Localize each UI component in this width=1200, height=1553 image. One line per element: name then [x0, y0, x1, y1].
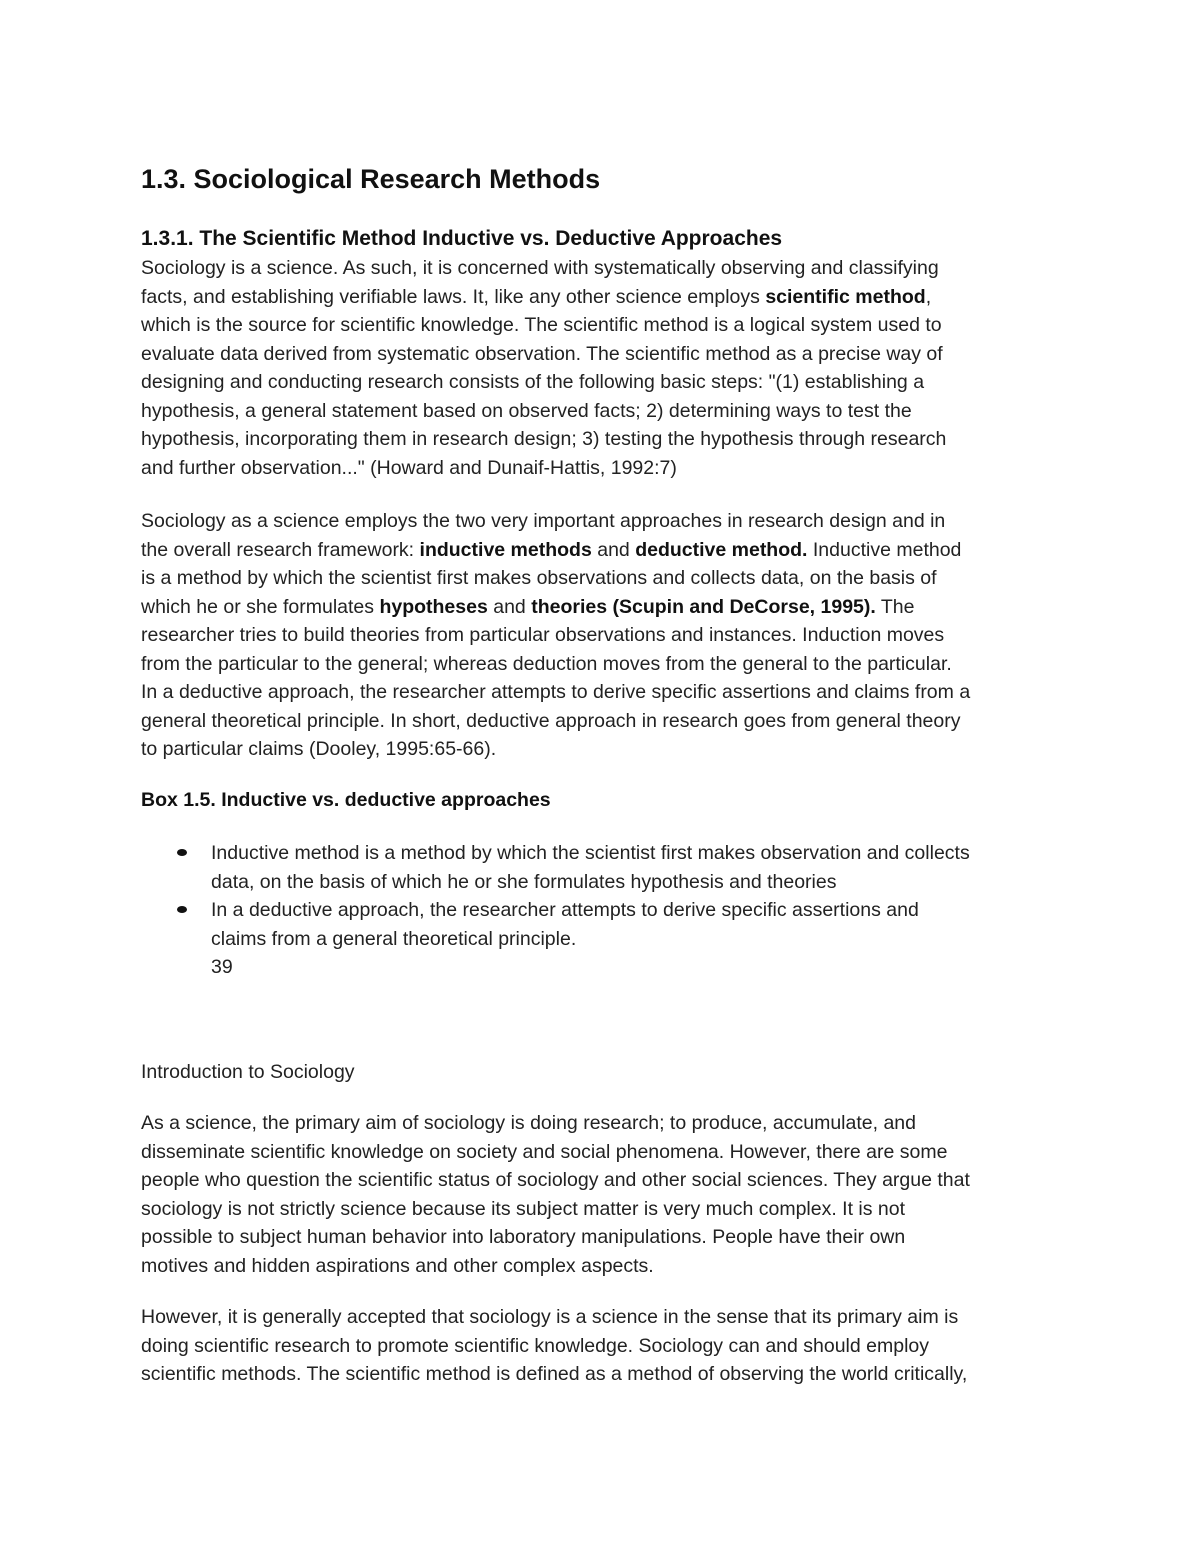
text-line: data, on the basis of which he or she formulates hypothesis and theories: [211, 870, 837, 893]
text-line: facts, and establishing verifiable laws. It, like any other science employs scientific method,: [141, 285, 932, 308]
text-line: claims from a general theoretical principle.: [211, 927, 577, 950]
text-line: Sociology as a science employs the two very important approaches in research design and in: [141, 510, 946, 532]
running-header: Introduction to Sociology: [141, 1061, 355, 1083]
box-title: Box 1.5. Inductive vs. deductive approaches: [141, 789, 551, 811]
paragraph-approaches: [141, 507, 1081, 764]
list-item: [141, 896, 1081, 953]
text-line: designing and conducting research consists of the following basic steps: "(1) establishing a: [141, 371, 925, 393]
text-line: from the particular to the general; whereas deduction moves from the general to the particular.: [141, 652, 952, 675]
text-line: to particular claims (Dooley, 1995:65-66).: [141, 738, 497, 760]
text-line: hypothesis, incorporating them in research design; 3) testing the hypothesis through research: [141, 428, 947, 450]
list-item: [141, 839, 1081, 896]
text-line: motives and hidden aspirations and other complex aspects.: [141, 1254, 654, 1277]
text-line: researcher tries to build theories from particular observations and instances. Induction moves: [141, 624, 945, 646]
section-body: [141, 224, 1081, 482]
text-line: evaluate data derived from systematic observation. The scientific method as a precise way of: [141, 342, 943, 365]
text-line: As a science, the primary aim of sociology is doing research; to produce, accumulate, and: [141, 1112, 916, 1134]
text-line: is a method by which the scientist first makes observations and collects data, on the basis of: [141, 567, 937, 589]
text-line: which is the source for scientific knowledge. The scientific method is a logical system used to: [141, 314, 942, 336]
bullet-icon: [177, 906, 187, 913]
text-line: scientific methods. The scientific method is defined as a method of observing the world critically,: [141, 1363, 968, 1385]
text-line: However, it is generally accepted that sociology is a science in the sense that its primary aim is: [141, 1306, 959, 1328]
box-bullet-list: [141, 839, 1081, 982]
bold-term-scientific-method: scientific method: [765, 285, 926, 308]
section-title: 1.3. Sociological Research Methods: [141, 164, 601, 194]
text-line: possible to subject human behavior into laboratory manipulations. People have their own: [141, 1226, 906, 1248]
text-line: disseminate scientific knowledge on society and social phenomena. However, there are some: [141, 1140, 948, 1163]
text-line: doing scientific research to promote scientific knowledge. Sociology can and should employ: [141, 1334, 930, 1357]
text-line: the overall research framework: inductive methods and deductive method. Inductive method: [141, 538, 962, 561]
text-line: hypothesis, a general statement based on observed facts; 2) determining ways to test the: [141, 399, 912, 422]
box-inductive-deductive: [141, 786, 1081, 815]
text-line: which he or she formulates hypotheses and theories (Scupin and DeCorse, 1995). The: [141, 595, 915, 618]
text-line: general theoretical principle. In short, deductive approach in research goes from general theory: [141, 709, 961, 732]
text-line: Inductive method is a method by which the scientist first makes observation and collects: [211, 842, 970, 864]
subsection-title: 1.3.1. The Scientific Method Inductive vs. Deductive Approaches: [141, 227, 783, 250]
bold-term-inductive-methods: inductive methods: [419, 538, 592, 561]
text-line: In a deductive approach, the researcher attempts to derive specific assertions and claims from a: [141, 681, 971, 703]
text-line: In a deductive approach, the researcher attempts to derive specific assertions and: [211, 899, 919, 921]
paragraph-scientific-method: [141, 254, 1081, 482]
text-line: and further observation..." (Howard and Dunaif-Hattis, 1992:7): [141, 456, 677, 479]
bold-term-deductive-method: deductive method.: [635, 538, 808, 561]
bullet-icon: [177, 849, 187, 856]
bold-term-theories-citation: theories (Scupin and DeCorse, 1995).: [531, 595, 876, 618]
bold-term-hypotheses: hypotheses: [379, 595, 488, 618]
text-line: Sociology is a science. As such, it is concerned with systematically observing and classifying: [141, 257, 939, 279]
page-number: 39: [211, 956, 233, 978]
text-line: people who question the scientific status of sociology and other social sciences. They argue that: [141, 1169, 970, 1191]
text-line: sociology is not strictly science because its subject matter is very much complex. It is not: [141, 1197, 906, 1220]
paragraph-sociology-aim: [141, 1109, 1081, 1280]
paragraph-sociology-science: [141, 1303, 1081, 1389]
